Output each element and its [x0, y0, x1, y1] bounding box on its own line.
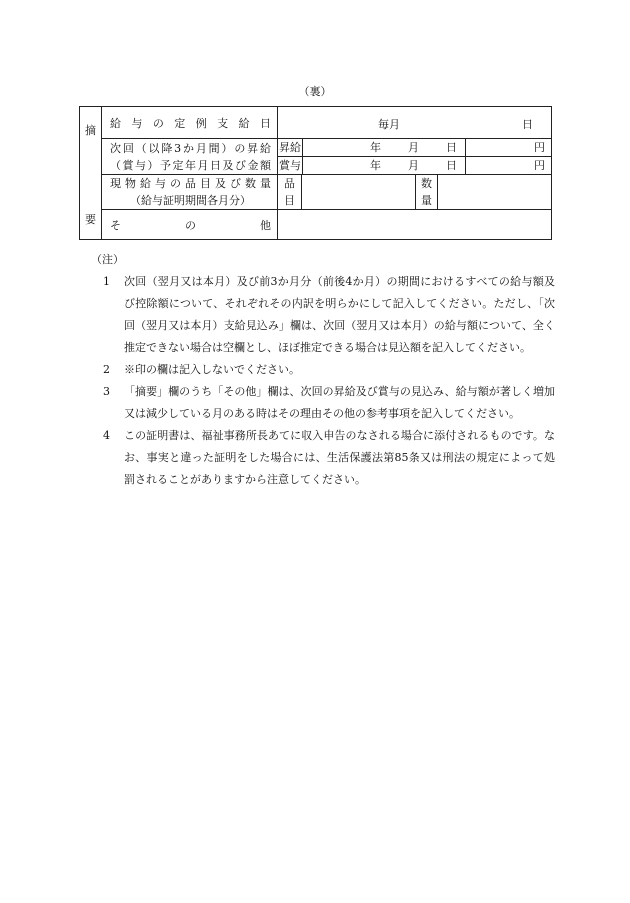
suryo-field[interactable]: [438, 175, 552, 210]
raise-bonus-label-line2: （賞与）予定年月日及び金額: [110, 158, 271, 172]
remarks-side-cell: [80, 107, 102, 240]
regular-payday-label-cell: [102, 107, 278, 139]
raise-bonus-label-line1: 次回（以降3か月間）の昇給: [110, 141, 271, 155]
note-text: この証明書は、福祉事務所長あてに収入申告のなされる場合に添付されるものです。なお、事実と違った証明をした場合には、生活保護法第85条又は刑法の規定によって処罰されることがありますから注意してください。: [124, 429, 555, 486]
side-label-bottom: 要: [85, 212, 96, 226]
note-text: ※印の欄は記入しないでください。: [124, 363, 300, 376]
shoyo-day: 日: [419, 157, 466, 174]
shokyu-month: 月: [408, 141, 419, 154]
shokyu-yen: 円: [534, 141, 545, 154]
notes-section: [91, 249, 555, 491]
note-item: [91, 381, 555, 425]
note-number: 3: [103, 385, 110, 398]
hinmoku-label-cell: [278, 175, 302, 210]
suryo-label-cell: [416, 175, 438, 210]
note-number: 4: [103, 429, 110, 442]
hinmoku-label-2: 目: [284, 194, 295, 207]
shokyu-day: 日: [419, 139, 466, 156]
regular-payday-field[interactable]: [278, 107, 552, 139]
shoyo-yen: 円: [534, 159, 545, 172]
shokyu-row[interactable]: [278, 139, 551, 157]
regular-payday-label: 給与の定例支給日: [110, 116, 271, 130]
shoyo-month: 月: [408, 159, 419, 172]
page-title: （裏）: [298, 85, 332, 98]
maitsuki-text: 毎月: [378, 117, 400, 131]
other-label-cell: [102, 210, 278, 240]
notes-heading: （注）: [91, 253, 124, 266]
note-text: 次回（翌月又は本月）及び前3か月分（前後4か月）の期間におけるすべての給与額及び控除額について、それぞれその内訳を明らかにして記入してください。ただし、「次回（翌月又は本月）支給見込み」欄は、次回（翌月又は本月）の給与額について、全く推定できない場合は空欄とし、ほぼ推定できる場合は見込額を記入してください。: [124, 275, 555, 354]
side-label-top: 摘: [85, 123, 96, 137]
shoyo-row[interactable]: [278, 157, 551, 174]
note-item: [91, 271, 555, 359]
shoyo-kind: 賞与: [279, 159, 301, 172]
remarks-table: [79, 106, 552, 240]
shoyo-year: 年: [370, 159, 381, 172]
note-number: 2: [103, 363, 110, 376]
in-kind-label-cell: [102, 175, 278, 210]
suryo-label-1: 数: [421, 177, 432, 190]
suryo-label-2: 量: [421, 194, 432, 207]
hinmoku-field[interactable]: [302, 175, 416, 210]
in-kind-label-line2: （給与証明期間各月分）: [130, 194, 251, 207]
note-item: [91, 359, 555, 381]
raise-bonus-label-cell: [102, 139, 278, 175]
shokyu-kind: 昇給: [279, 141, 301, 154]
note-item: [91, 425, 555, 491]
raise-bonus-field: [278, 139, 552, 175]
other-label: その他: [110, 218, 271, 232]
in-kind-label-line1: 現物給与の品目及び数量: [110, 177, 271, 190]
note-text: 「摘要」欄のうち「その他」欄は、次回の昇給及び賞与の見込み、給与額が著しく増加又は減少している月のある時はその理由その他の参考事項を記入してください。: [124, 385, 555, 420]
shokyu-year: 年: [370, 141, 381, 154]
note-number: 1: [103, 275, 110, 288]
hinmoku-label-1: 品: [284, 177, 295, 190]
other-field[interactable]: [278, 210, 552, 240]
payday-day-text: 日: [522, 117, 533, 131]
